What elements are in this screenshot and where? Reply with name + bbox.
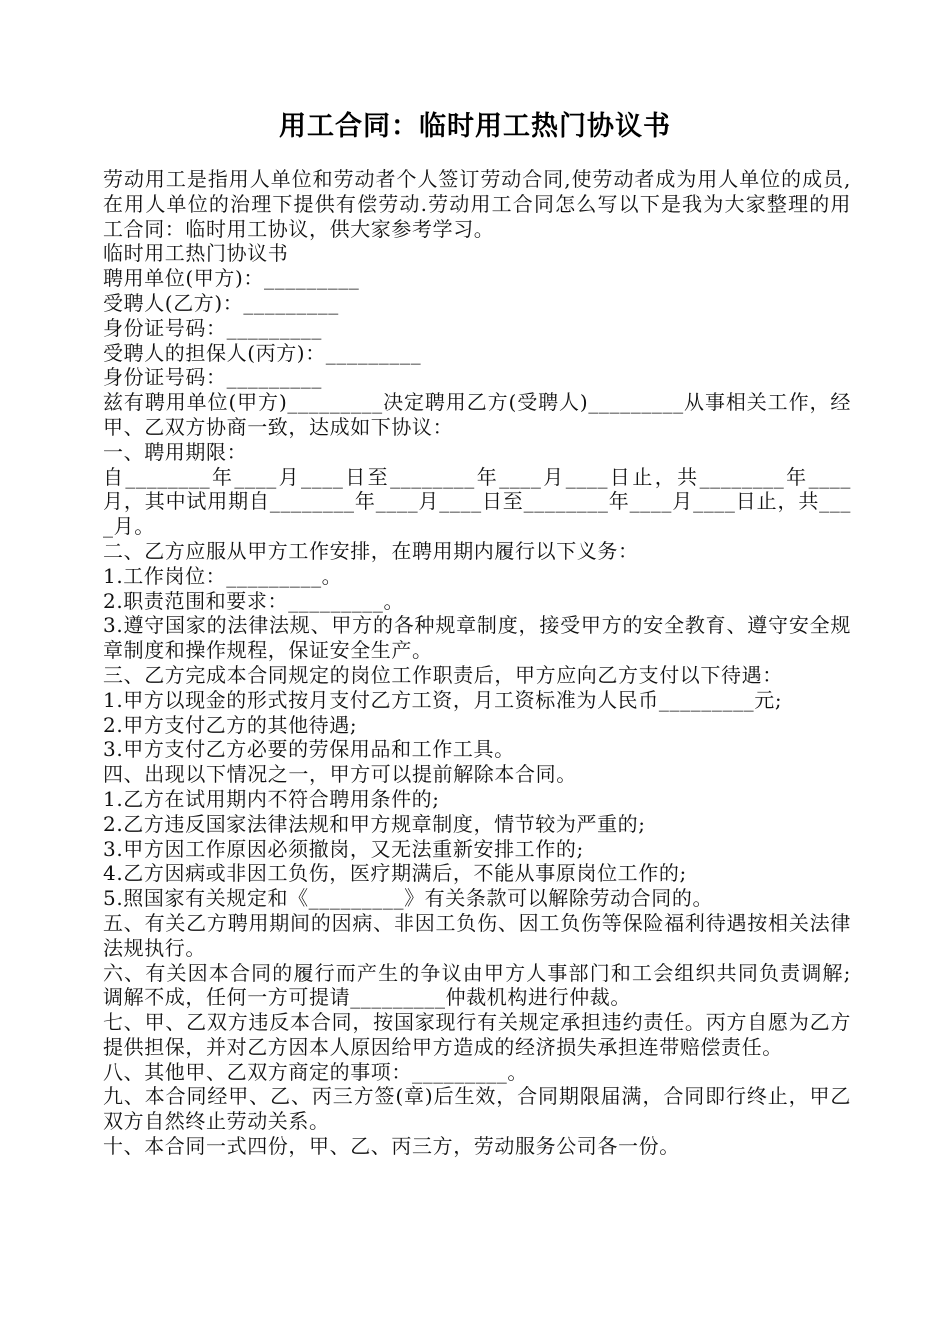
section-6-paragraph: 六、有关因本合同的履行而产生的争议由甲方人事部门和工会组织共同负责调解;调解不成，任何一方可提请_________仲裁机构进行仲裁。 <box>103 960 851 1010</box>
section-4-item-4: 4.乙方因病或非因工负伤，医疗期满后，不能从事原岗位工作的; <box>103 861 687 886</box>
section-2-item-3: 3.遵守国家的法律法规、甲方的各种规章制度，接受甲方的安全教育、遵守安全规章制度和操作规程，保证安全生产。 <box>103 613 851 663</box>
preamble-paragraph: 兹有聘用单位(甲方)_________决定聘用乙方(受聘人)_________从事相关工作，经甲、乙双方协商一致，达成如下协议： <box>103 390 851 439</box>
section-9-paragraph: 九、本合同经甲、乙、丙三方签(章)后生效，合同期限届满，合同即行终止，甲乙双方自然终止劳动关系。 <box>103 1084 851 1134</box>
employee-id-field: 身份证号码：_________ <box>103 315 322 340</box>
section-4-heading: 四、出现以下情况之一，甲方可以提前解除本合同。 <box>103 762 577 787</box>
section-3-item-2: 2.甲方支付乙方的其他待遇; <box>103 712 358 737</box>
section-4-item-5: 5.照国家有关规定和《_________》有关条款可以解除劳动合同的。 <box>103 886 714 911</box>
employer-field: 聘用单位(甲方)：_________ <box>103 266 360 291</box>
section-4-item-1: 1.乙方在试用期内不符合聘用条件的; <box>103 786 440 811</box>
section-3-item-3: 3.甲方支付乙方必要的劳保用品和工作工具。 <box>103 737 515 762</box>
section-4-item-3: 3.甲方因工作原因必须撤岗，又无法重新安排工作的; <box>103 836 584 861</box>
agreement-heading: 临时用工热门协议书 <box>103 241 289 266</box>
section-4-item-2: 2.乙方违反国家法律法规和甲方规章制度，情节较为严重的; <box>103 811 646 836</box>
guarantor-id-field: 身份证号码：_________ <box>103 365 322 390</box>
section-7-paragraph: 七、甲、乙双方违反本合同，按国家现行有关规定承担违约责任。丙方自愿为乙方提供担保，并对乙方因本人原因给甲方造成的经济损失承担连带赔偿责任。 <box>103 1010 851 1059</box>
section-2-item-1: 1.工作岗位：_________。 <box>103 563 343 588</box>
section-3-item-1: 1.甲方以现金的形式按月支付乙方工资，月工资标准为人民币_________元; <box>103 687 783 712</box>
document-title: 用工合同：临时用工热门协议书 <box>279 111 671 142</box>
document-body <box>103 167 851 1159</box>
section-1-heading: 一、聘用期限： <box>103 439 248 464</box>
section-2-item-2: 2.职责范围和要求：_________。 <box>103 588 405 613</box>
section-10-paragraph: 十、本合同一式四份，甲、乙、丙三方，劳动服务公司各一份。 <box>103 1134 680 1159</box>
section-3-heading: 三、乙方完成本合同规定的岗位工作职责后，甲方应向乙方支付以下待遇： <box>103 662 783 687</box>
section-1-term: 自________年____月____日至________年____月____日止，共________年____月，其中试用期自________年____月____日至________年____月____日止，共____月。 <box>103 464 851 539</box>
section-8-paragraph: 八、其他甲、乙双方商定的事项：_________。 <box>103 1059 528 1084</box>
guarantor-field: 受聘人的担保人(丙方)：_________ <box>103 340 422 365</box>
intro-paragraph: 劳动用工是指用人单位和劳动者个人签订劳动合同,使劳动者成为用人单位的成员,在用人单位的治理下提供有偿劳动.劳动用工合同怎么写以下是我为大家整理的用工合同：临时用工协议，供大家参考学习。 <box>103 167 851 241</box>
section-2-heading: 二、乙方应服从甲方工作安排，在聘用期内履行以下义务： <box>103 538 639 563</box>
employee-field: 受聘人(乙方)：_________ <box>103 290 339 315</box>
section-5-paragraph: 五、有关乙方聘用期间的因病、非因工负伤、因工负伤等保险福利待遇按相关法律法规执行。 <box>103 910 851 960</box>
